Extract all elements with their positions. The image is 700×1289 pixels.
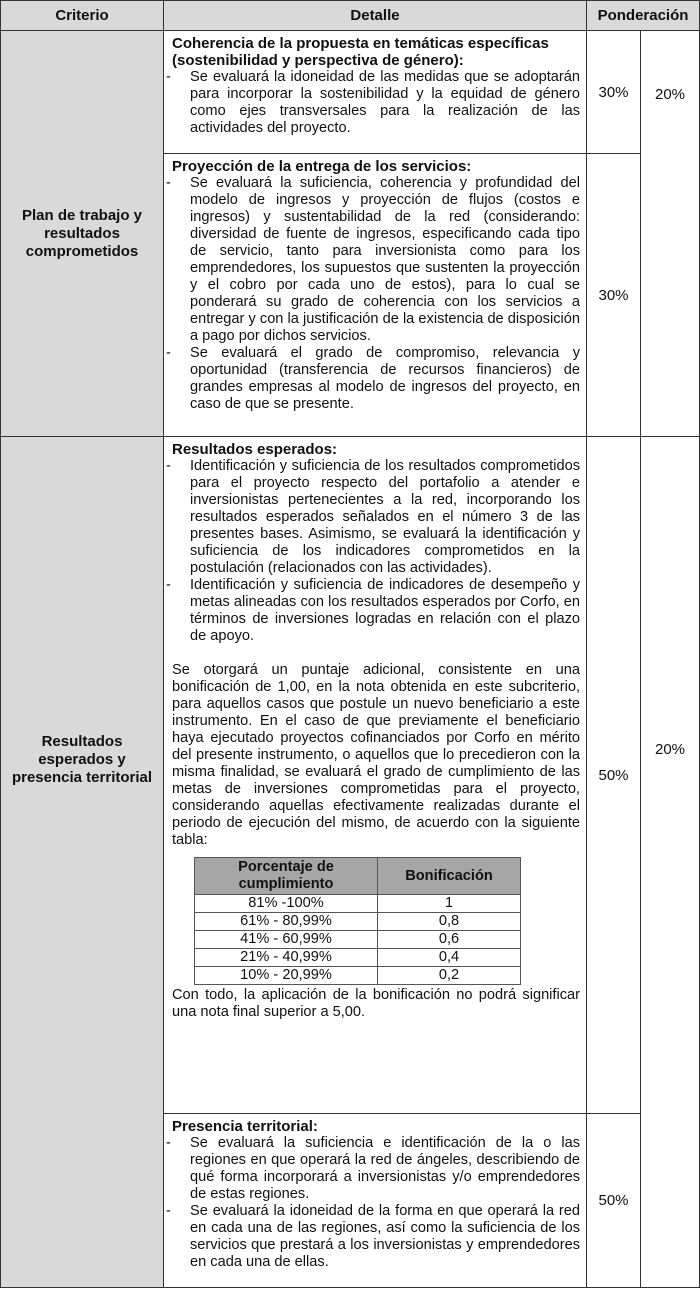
- dash: -: [166, 1203, 171, 1219]
- subcriterion-detail: [164, 1114, 587, 1288]
- bullet-item: [166, 175, 580, 345]
- bullet-text: Se evaluará la idoneidad de las medidas que se adoptarán para incorporar la sostenibilidad y la equidad de género como ejes transversales para la realización de las actividades del proyecto.: [190, 69, 580, 136]
- criterion-label: Resultados esperados y presencia territorial: [1, 437, 164, 1288]
- table-row: [1, 437, 700, 1114]
- table-row: [1, 31, 700, 154]
- bullet-text: Identificación y suficiencia de indicadores de desempeño y metas alineadas con los resultados esperados por Corfo, en términos de inversiones logradas en relación con el plazo de apoyo.: [190, 577, 580, 644]
- header-criterio: Criterio: [1, 1, 164, 31]
- subcriterion-weight: 30%: [587, 31, 641, 154]
- bullet-item: [166, 1203, 580, 1271]
- subcriterion-weight: 50%: [587, 437, 641, 1114]
- dash: -: [166, 69, 171, 85]
- bonus-table: [194, 857, 521, 985]
- bonus-row: [195, 931, 521, 949]
- subcriterion-detail: [164, 437, 587, 1114]
- bullet-item: [166, 577, 580, 645]
- bonus-value: 1: [378, 895, 521, 913]
- bullet-item: [166, 345, 580, 413]
- criterion-weight: 20%: [641, 31, 700, 437]
- dash: -: [166, 175, 171, 191]
- dash: -: [166, 458, 171, 474]
- bullet-text: Se evaluará la suficiencia e identificación de la o las regiones en que operará la red de ángeles, describiendo de qué forma incorporará a inversionistas y/o emprendedores de estas regiones.: [190, 1135, 580, 1202]
- subcriterion-weight: 30%: [587, 154, 641, 437]
- bonus-paragraph: Se otorgará un puntaje adicional, consistente en una bonificación de 1,00, en la nota obtenida en este subcriterio, para aquellos casos que postule un nuevo beneficiario a este instrumento. En el caso de que previamente el beneficiario haya ejecutado proyectos cofinanciados por Corfo en mérito del presente instrumento, o aquellos que lo precedieron con la misma finalidad, se evaluará el grado de cumplimiento de las metas de inversiones comprometidas para el proyecto, considerando aquellas efectivamente realizadas durante el periodo de ejecución del mismo, de acuerdo con la siguiente tabla:: [172, 662, 580, 848]
- subcriterion-title: Presencia territorial:: [172, 1118, 318, 1135]
- subcriterion-title: Resultados esperados:: [172, 441, 338, 458]
- bonus-header-percentage: Porcentaje de cumplimiento: [195, 858, 378, 895]
- bonus-range: 81% -100%: [195, 895, 378, 913]
- header-detalle: Detalle: [164, 1, 587, 31]
- dash: -: [166, 345, 171, 361]
- bonus-closing-note: Con todo, la aplicación de la bonificación no podrá significar una nota final superior a 5,00.: [172, 987, 580, 1020]
- header-ponderacion: Ponderación: [587, 1, 700, 31]
- bonus-row: [195, 949, 521, 967]
- bonus-row: [195, 913, 521, 931]
- bullet-text: Identificación y suficiencia de los resultados comprometidos para el proyecto respecto del portafolio a atender e inversionistas pertenecientes a la red, incorporando los resultados esperados señalados en el número 3 de las presentes bases. Asimismo, se evaluará la identificación y suficiencia de los indicadores comprometidos en la postulación (relacionados con las actividades).: [190, 458, 580, 576]
- subcriterion-title: Coherencia de la propuesta en temáticas específicas (sostenibilidad y perspectiva de género):: [172, 35, 549, 69]
- bonus-range: 21% - 40,99%: [195, 949, 378, 967]
- bullet-text: Se evaluará la suficiencia, coherencia y profundidad del modelo de ingresos y proyección de flujos (costos e ingresos) y sustentabilidad de la red (considerando: diversidad de fuente de ingresos, especificando cada tipo de servicio, tanto para inversionista como para los emprendedores, los supuestos que sustenten la proyección y el cobro por cada uno de estos), para lo cual se ponderará su grado de coherencia con los servicios a entregar y con la justificación de la existencia de disposición a pago por dichos servicios.: [190, 175, 580, 344]
- bonus-value: 0,2: [378, 967, 521, 985]
- bonus-value: 0,6: [378, 931, 521, 949]
- subcriterion-weight: 50%: [587, 1114, 641, 1288]
- bonus-value: 0,8: [378, 913, 521, 931]
- bonus-range: 41% - 60,99%: [195, 931, 378, 949]
- dash: -: [166, 577, 171, 593]
- criterion-weight: 20%: [641, 437, 700, 1288]
- dash: -: [166, 1135, 171, 1151]
- subcriterion-detail: [164, 31, 587, 154]
- bonus-row: [195, 967, 521, 985]
- bonus-range: 10% - 20,99%: [195, 967, 378, 985]
- bonus-row: [195, 895, 521, 913]
- header-row: [1, 1, 700, 31]
- bonus-header-bonus: Bonificación: [378, 858, 521, 895]
- bullet-item: [166, 69, 580, 137]
- bonus-range: 61% - 80,99%: [195, 913, 378, 931]
- bullet-item: [166, 1135, 580, 1203]
- subcriterion-detail: [164, 154, 587, 437]
- criterion-label: Plan de trabajo y resultados comprometidos: [1, 31, 164, 437]
- bonus-value: 0,4: [378, 949, 521, 967]
- bullet-item: [166, 458, 580, 577]
- bullet-text: Se evaluará el grado de compromiso, relevancia y oportunidad (transferencia de recursos financieros) de grandes empresas al modelo de ingresos del proyecto, en caso de que se presente.: [190, 345, 580, 412]
- subcriterion-title: Proyección de la entrega de los servicios:: [172, 158, 472, 175]
- bullet-text: Se evaluará la idoneidad de la forma en que operará la red en cada una de las regiones, así como la suficiencia de los servicios que prestará a los inversionistas y emprendedores en cada una de ellas.: [190, 1203, 580, 1270]
